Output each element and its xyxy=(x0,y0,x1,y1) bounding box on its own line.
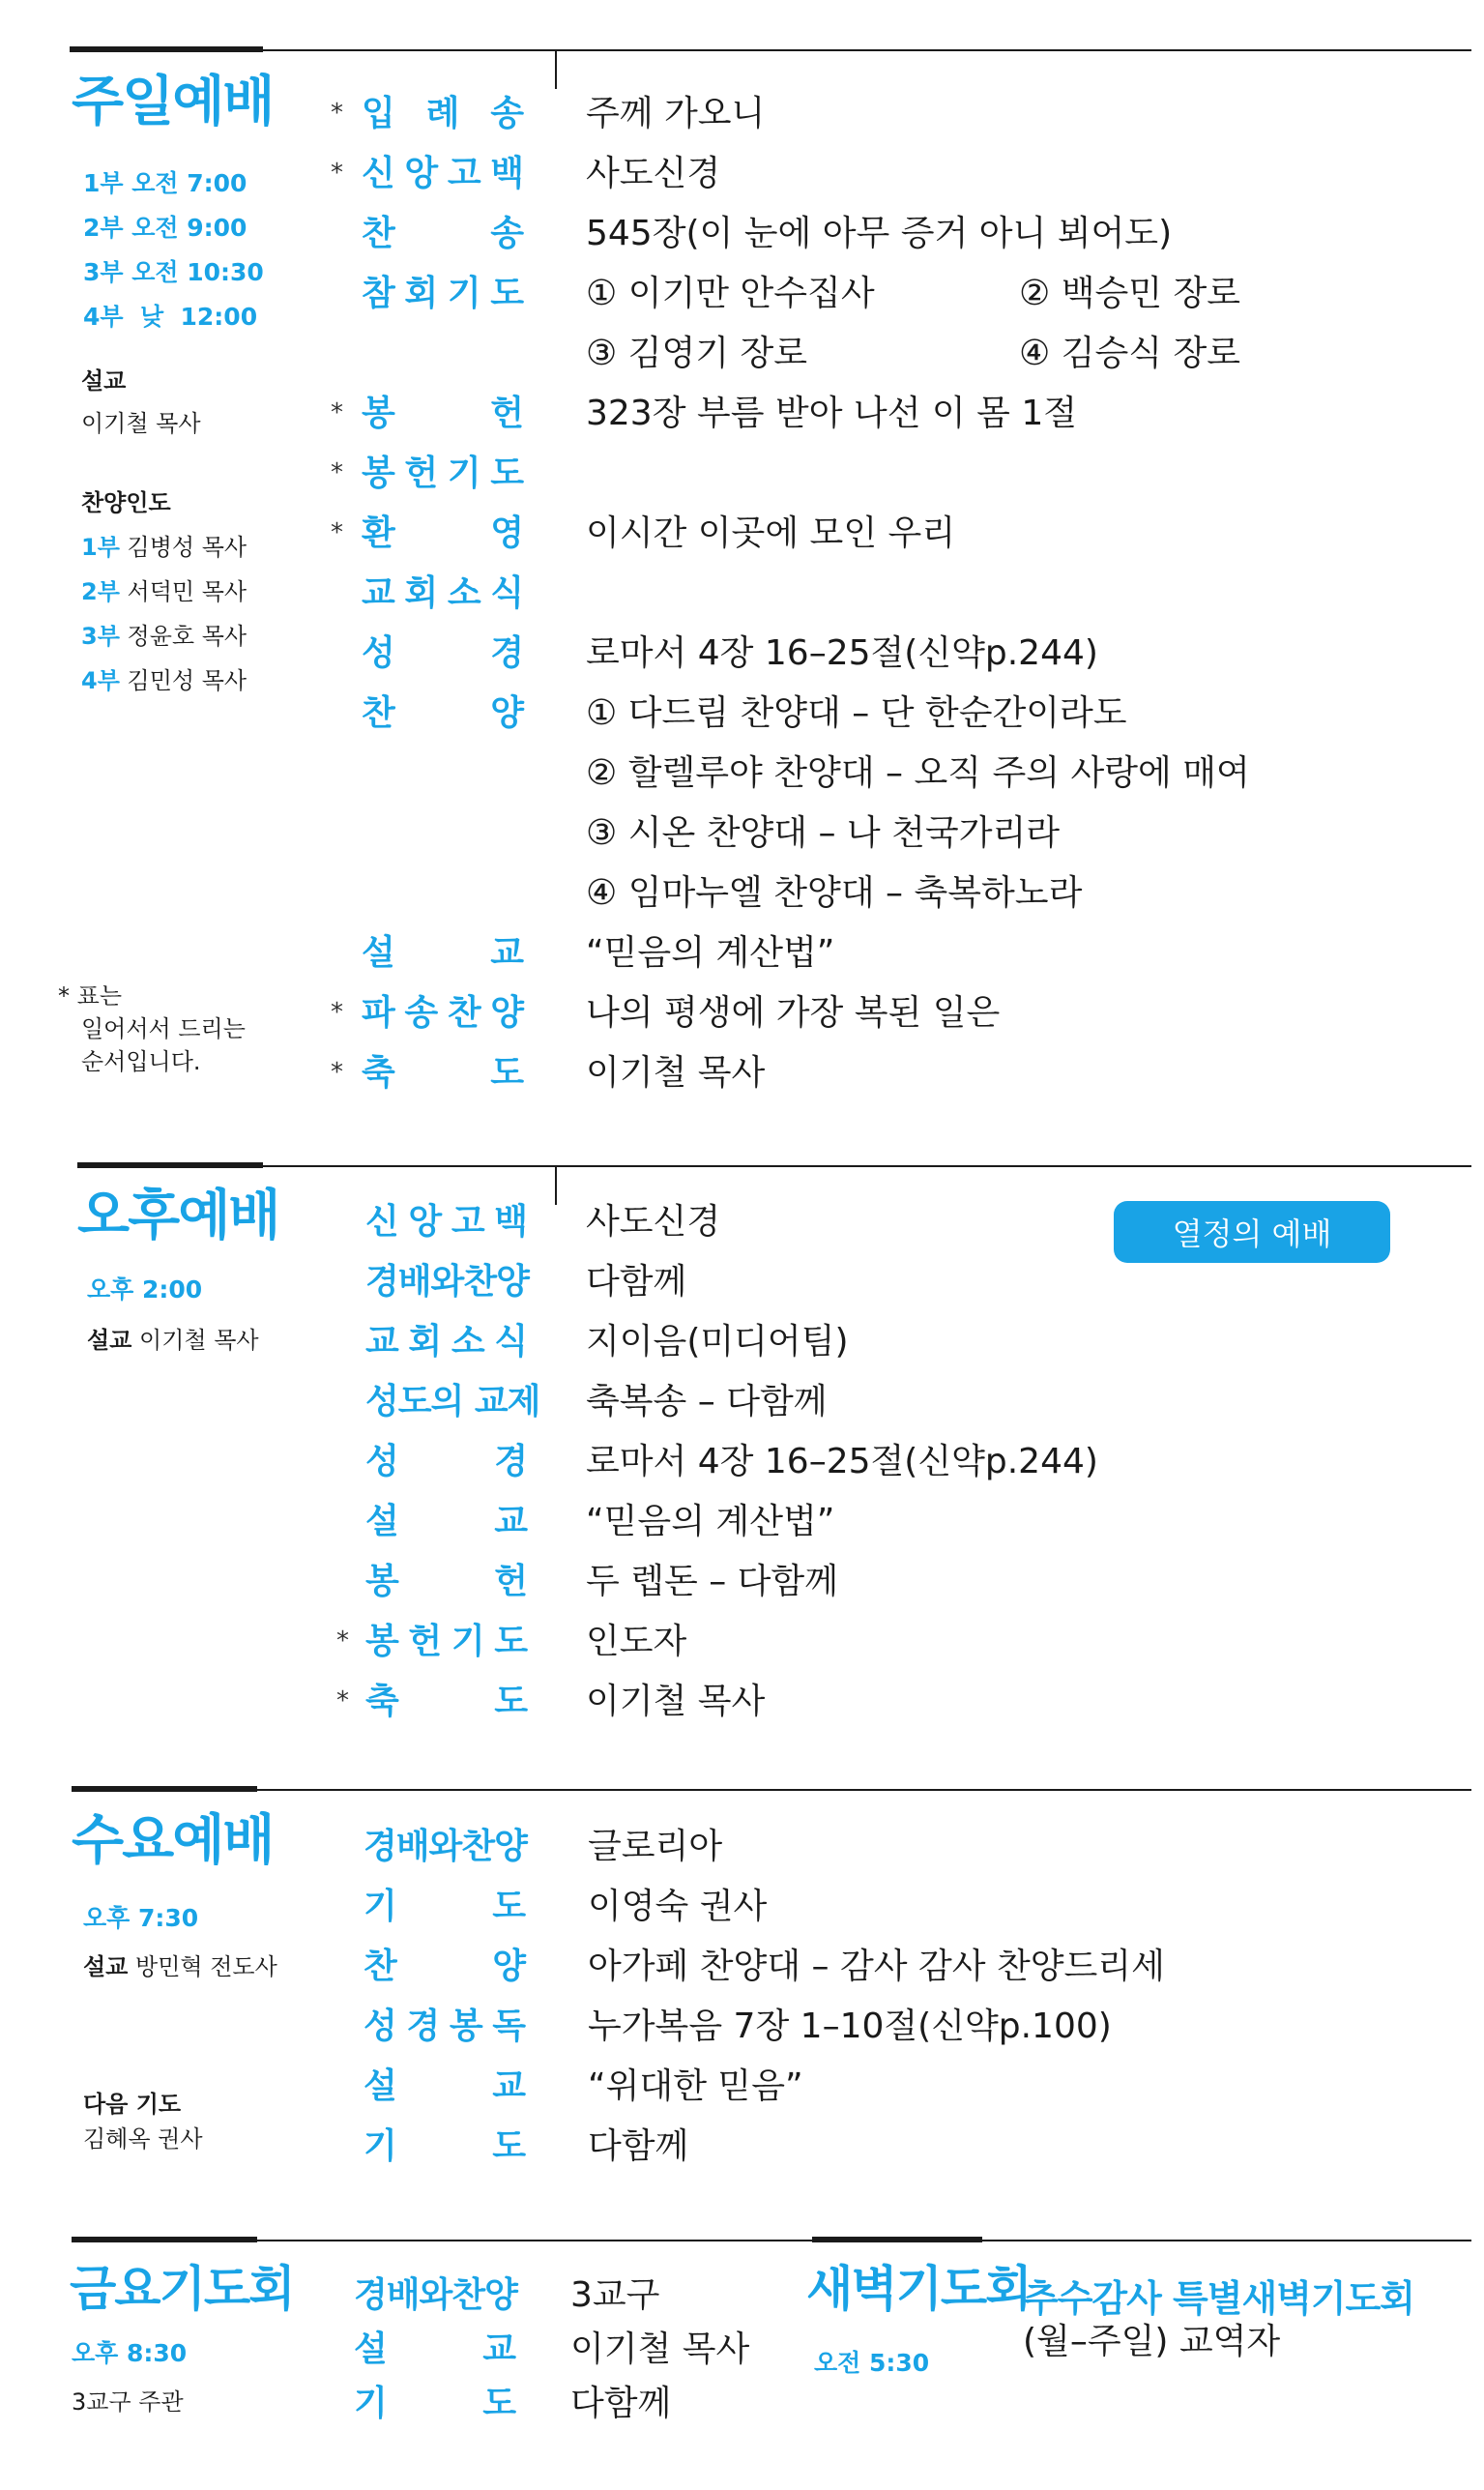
order-label: 성 경 봉 독 xyxy=(364,2007,526,2046)
afternoon-time: 오후 2:00 xyxy=(87,1275,203,1304)
order-value: 로마서 4장 16–25절(신약p.244) xyxy=(586,633,1098,673)
order-value: 지이음(미디어팀) xyxy=(586,1322,849,1362)
sunday-leader-1: 1부 김병성 목사 xyxy=(81,534,247,561)
friday-rule-thick xyxy=(72,2237,257,2242)
order-value: 이기철 목사 xyxy=(586,1053,766,1093)
order-value: 아가페 찬양대 – 감사 감사 찬양드리세 xyxy=(588,1947,1165,1986)
afternoon-rule-thick xyxy=(77,1162,263,1168)
order-label: 성 경 xyxy=(365,1442,528,1481)
standing-star-icon: * xyxy=(331,159,343,188)
standing-star-icon: * xyxy=(336,1626,349,1655)
wednesday-sermon: 설교 방민혁 전도사 xyxy=(83,1953,277,1980)
standing-star-icon: * xyxy=(336,1686,349,1715)
order-label: 축 도 xyxy=(362,1053,524,1093)
order-label: 설 교 xyxy=(362,933,524,973)
order-value: 글로리아 xyxy=(588,1827,723,1866)
order-value-secondary: ② 백승민 장로 xyxy=(1019,274,1241,313)
order-label: 설 교 xyxy=(354,2329,516,2369)
order-value: 다함께 xyxy=(586,1262,687,1302)
order-label: 경배와찬양 xyxy=(354,2275,517,2315)
order-value: ③ 김영기 장로 xyxy=(586,334,808,373)
order-label: 기 도 xyxy=(364,2126,526,2166)
order-value: ④ 임마누엘 찬양대 – 축복하노라 xyxy=(586,873,1083,913)
sunday-title: 주일예배 xyxy=(72,71,274,133)
order-value: 이영숙 권사 xyxy=(588,1887,768,1926)
order-value: “믿음의 계산법” xyxy=(586,933,835,973)
friday-host: 3교구 주관 xyxy=(72,2388,184,2416)
wednesday-next-prayer-name: 김혜옥 권사 xyxy=(83,2125,203,2153)
standing-star-icon: * xyxy=(331,99,343,128)
order-label: 축 도 xyxy=(365,1682,528,1721)
order-value: 545장(이 눈에 아무 증거 아니 뵈어도) xyxy=(586,214,1173,253)
dawn-headline: 추수감사 특별새벽기도회 xyxy=(1023,2277,1415,2320)
afternoon-rule-thin xyxy=(263,1165,1471,1167)
sunday-sermon-name: 이기철 목사 xyxy=(81,410,201,437)
order-value: 나의 평생에 가장 복된 일은 xyxy=(586,993,1001,1033)
sunday-rule-thick xyxy=(70,46,263,52)
friday-title: 금요기도회 xyxy=(70,2261,294,2317)
friday-rule-thin xyxy=(257,2240,812,2241)
standing-star-icon: * xyxy=(331,458,343,487)
afternoon-sermon: 설교 이기철 목사 xyxy=(87,1327,259,1354)
order-label: 설 교 xyxy=(364,2066,526,2106)
sunday-vline xyxy=(555,50,557,89)
sunday-rule-thin xyxy=(263,49,1471,51)
afternoon-vline xyxy=(555,1166,557,1205)
sunday-time-2: 2부 오전 9:00 xyxy=(83,214,247,242)
order-value: 사도신경 xyxy=(586,1202,721,1242)
dawn-time: 오전 5:30 xyxy=(814,2349,930,2377)
order-label: 신 앙 고 백 xyxy=(362,154,524,193)
order-value: 다함께 xyxy=(588,2126,689,2166)
order-label: 기 도 xyxy=(364,1887,526,1926)
order-value: 누가복음 7장 1–10절(신약p.100) xyxy=(588,2007,1112,2046)
dawn-rule-thick xyxy=(812,2237,982,2242)
order-value: ② 할렐루야 찬양대 – 오직 주의 사랑에 매여 xyxy=(586,753,1250,793)
order-value: “믿음의 계산법” xyxy=(586,1502,835,1541)
order-label: 성도의 교제 xyxy=(365,1382,540,1421)
order-label: 신 앙 고 백 xyxy=(365,1202,528,1242)
friday-time: 오후 8:30 xyxy=(72,2339,188,2367)
order-label: 봉 헌 xyxy=(362,394,524,433)
wednesday-next-prayer-label: 다음 기도 xyxy=(83,2091,182,2118)
order-label: 파 송 찬 양 xyxy=(362,993,524,1033)
sunday-time-1: 1부 오전 7:00 xyxy=(83,169,247,197)
sunday-leader-2: 2부 서덕민 목사 xyxy=(81,578,247,605)
standing-star-icon: * xyxy=(331,398,343,427)
order-value: ① 이기만 안수집사 xyxy=(586,274,875,313)
order-label: 찬 송 xyxy=(362,214,524,253)
order-label: 교 회 소 식 xyxy=(365,1322,528,1362)
sunday-worship-label: 찬양인도 xyxy=(81,489,171,516)
order-value: 3교구 xyxy=(570,2275,660,2315)
order-label: 봉 헌 기 도 xyxy=(365,1622,528,1661)
dawn-detail: (월–주일) 교역자 xyxy=(1023,2322,1281,2361)
order-value: 사도신경 xyxy=(586,154,721,193)
order-label: 봉 헌 기 도 xyxy=(362,454,524,493)
order-label: 기 도 xyxy=(354,2384,516,2423)
standing-star-icon: * xyxy=(331,1058,343,1087)
afternoon-title: 오후예배 xyxy=(77,1185,279,1247)
sunday-sermon-label: 설교 xyxy=(81,367,127,395)
order-value: 323장 부름 받아 나선 이 몸 1절 xyxy=(586,394,1078,433)
sunday-time-4: 4부 낮 12:00 xyxy=(83,303,258,331)
wednesday-title: 수요예배 xyxy=(72,1809,274,1872)
order-label: 경배와찬양 xyxy=(365,1262,529,1302)
order-value: “위대한 믿음” xyxy=(588,2066,803,2106)
dawn-rule-thin xyxy=(982,2240,1471,2241)
order-label: 봉 헌 xyxy=(365,1562,528,1601)
order-label: 교 회 소 식 xyxy=(362,573,524,613)
sunday-leader-3: 3부 정윤호 목사 xyxy=(81,623,247,650)
order-value: 다함께 xyxy=(570,2384,672,2423)
order-value: 두 렙돈 – 다함께 xyxy=(586,1562,838,1601)
order-value: 인도자 xyxy=(586,1622,687,1661)
wednesday-rule-thin xyxy=(257,1789,1471,1791)
order-value: ① 다드림 찬양대 – 단 한순간이라도 xyxy=(586,693,1127,733)
sunday-note-2: 일어서서 드리는 xyxy=(81,1015,246,1042)
order-label: 설 교 xyxy=(365,1502,528,1541)
sunday-leader-4: 4부 김민성 목사 xyxy=(81,667,247,694)
sunday-note-3: 순서입니다. xyxy=(81,1048,201,1075)
wednesday-time: 오후 7:30 xyxy=(83,1904,199,1932)
order-value: 이기철 목사 xyxy=(570,2329,750,2369)
order-label: 찬 양 xyxy=(362,693,524,733)
order-value: 로마서 4장 16–25절(신약p.244) xyxy=(586,1442,1098,1481)
order-value: 이기철 목사 xyxy=(586,1682,766,1721)
order-value-secondary: ④ 김승식 장로 xyxy=(1019,334,1241,373)
order-label: 입 례 송 xyxy=(362,94,524,133)
order-label: 환 영 xyxy=(362,513,524,553)
order-value: 축복송 – 다함께 xyxy=(586,1382,828,1421)
order-value: 주께 가오니 xyxy=(586,94,766,133)
dawn-title: 새벽기도회 xyxy=(806,2261,1031,2317)
order-value: ③ 시온 찬양대 – 나 천국가리라 xyxy=(586,813,1061,853)
order-label: 찬 양 xyxy=(364,1947,526,1986)
standing-star-icon: * xyxy=(331,518,343,547)
wednesday-rule-thick xyxy=(72,1786,257,1792)
afternoon-badge: 열정의 예배 xyxy=(1114,1201,1390,1263)
standing-star-icon: * xyxy=(331,998,343,1027)
sunday-time-3: 3부 오전 10:30 xyxy=(83,258,264,286)
sunday-note-1: * 표는 xyxy=(58,982,122,1010)
order-label: 성 경 xyxy=(362,633,524,673)
order-label: 경배와찬양 xyxy=(364,1827,527,1866)
order-value: 이시간 이곳에 모인 우리 xyxy=(586,513,956,553)
order-label: 참 회 기 도 xyxy=(362,274,524,313)
